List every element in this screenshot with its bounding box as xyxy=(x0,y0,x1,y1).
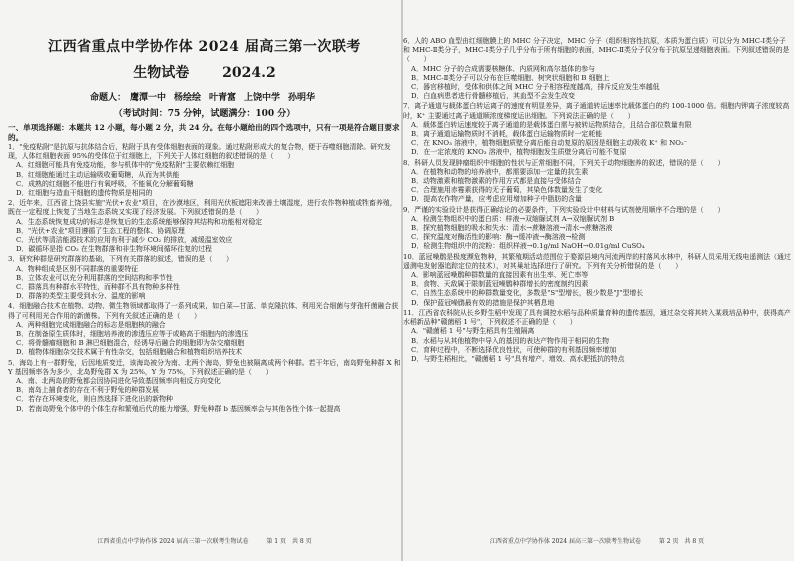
question xyxy=(403,159,791,205)
question-option: C．群落具有种群水平特性，而种群不具有物种多样性 xyxy=(16,283,180,292)
question-option: D．在一定浓度的 KNO₃ 溶液中，植物细胞发生质壁分离后可能不复原 xyxy=(411,148,627,157)
exam-title: 江西省重点中学协作体 2024 届高三第一次联考 xyxy=(48,39,361,55)
question-option: C．光伏等清洁能源技术的应用有利于减少 CO₂ 的排放，减缓温室效应 xyxy=(16,236,233,245)
question-option: A．两种细胞完成细胞融合的标志是细胞核的融合 xyxy=(16,320,166,329)
footer-title: 江西省重点中学协作体 2024 届高三第一次联考生物试卷 xyxy=(97,538,249,545)
question-option: D．群落的类型主要受到水分、温度的影响 xyxy=(16,292,146,301)
question-option: D．若南岛野兔个体中的个体生存和繁殖后代的能力增强，野兔种群 b 基因频率会与其他各性个体一起提高 xyxy=(16,404,341,413)
author: 孙明华 xyxy=(288,93,316,103)
question-option: A．MHC 分子的合成需要核糖体、内质网和高尔基体的参与 xyxy=(411,64,595,73)
exam-page-2 xyxy=(403,0,791,561)
exam-info: （考试时间：75 分钟，试题满分：100 分） xyxy=(113,109,296,119)
exam-subtitle xyxy=(8,62,401,82)
question-stem: 6．人的 ABO 血型由红细胞膜上的 MHC 分子决定，MHC 分子（组织相容性抗原，本质为蛋白质）可以分为 MHC-Ⅰ类分子和 MHC-Ⅱ类分子，MHC-Ⅰ类分子几乎分布于所有细胞的表面，MHC-Ⅱ类分子仅分布于抗原呈递细胞表面。下列叙述错误的是（ ） xyxy=(403,37,790,64)
question-option: A．载体蛋白转运速度较于离子通道的是载体蛋白需与被转运物质结合，且结合部位数量有限 xyxy=(411,120,692,129)
question-stem: 2．近年来，江西省上饶县实施"光伏+农业"项目，在沙漠地区，利用光伏板遮阳来改善土壤湿度，进行农作物种植或牲畜养殖，既在一定程度上恢复了当地生态系统又实现了经济发展。下列叙述错误的是（ ） xyxy=(8,199,397,217)
question-option: D．植物体细胞杂交技术属于有性杂交，包括细胞融合和植物组织培养技术 xyxy=(16,348,243,357)
question-option: A．"赣菌稻 1 号"与野生稻具有生殖隔离 xyxy=(411,327,535,336)
question-option: B．南岛上捕食者的存在不利于野兔的种群发展 xyxy=(16,386,159,395)
question-option: A．红细胞可能具有免疫功能，参与机体中的"免疫粘附"主要依赖红细胞 xyxy=(16,161,235,170)
author: 上饶中学 xyxy=(244,93,281,103)
question-option: B．离子通道运输物质时不消耗，载体蛋白运输物质时一定耗能 xyxy=(411,130,603,139)
question-option: C．合理施用赤霉素获得的无子葡萄，其染色体数量发生了变化 xyxy=(411,186,603,195)
question-option: B．红细胞能通过主动运输吸收葡萄糖，从而为其供能 xyxy=(16,170,180,179)
question xyxy=(403,309,791,364)
question-option: D．保护蓝冠噪鹛最有效的措施是保护其栖息地 xyxy=(411,298,555,307)
question-option: B．动物激素和植物激素的作用方式都是直接与受体结合 xyxy=(411,177,582,186)
question-option: A．南、北两岛的野兔都会因协同进化导致基因频率向相反方向变化 xyxy=(16,377,221,386)
question-stem: 9．严谨的实验设计是获得正确结论的必要条件，下列实验设计中材料与试剂使用顺序不合理的是（ ） xyxy=(403,205,725,214)
question xyxy=(8,255,401,301)
authors-label: 命题人： xyxy=(89,93,126,103)
question xyxy=(8,302,401,357)
page-number: 第 1 页 共 8 页 xyxy=(266,538,312,545)
question-stem: 4．细胞融合技术在植物、动物、微生物领域都取得了一系列成果，如白菜—甘蓝、单克隆抗体、利用光合细菌与芽孢杆菌融合获得了可利用光合作用的新菌株。下列有关叙述正确的是（ ） xyxy=(8,302,399,320)
question-option: D．提高农作物产量，应考虑应用增加种子中脂肪的含量 xyxy=(411,195,582,204)
question-stem: 5．海岛上有一群野兔，后因地质变迁，该海岛被分为南、北两个海岛，野兔也被隔离成两个种群。若干年后，南岛野兔种群 X 和 Y 基因频率各为多少，北岛野兔群 X 为 25%，Y 为 75%，下列叙述正确的是（ ） xyxy=(8,358,401,376)
question-option: B．"光伏+农业"项目遵循了生态工程的整体、协调原理 xyxy=(16,226,185,235)
question-option: A．物种组成是区别不同群落的重要特征 xyxy=(16,264,139,273)
page-number: 第 2 页 共 8 页 xyxy=(658,538,705,545)
question-option: A．检测生物组织中的蛋白质：样液→双缩脲试剂 A→双缩脲试剂 B xyxy=(411,214,615,223)
question-stem: 10．蓝冠噪鹛是极度濒危物种，其繁殖期活动范围位于婺源县境内河流两岸的村落风水林中，科研人员采用无线电遥测法（通过遥测电发射器追踪定位的技术），对其巢址选择进行了研究。下列有关分析错误的是（ ） xyxy=(403,252,791,270)
question xyxy=(8,359,401,414)
question-option: D．检测生物组织中的淀粉：组织样液→0.1g/ml NaOH→0.01g/ml CuSO₄ xyxy=(411,242,645,251)
author: 杨绘绘 xyxy=(173,93,201,103)
question-option: B．探究植物细胞的吸水和失水：清水→蔗糖溶液→清水→蔗糖溶液 xyxy=(411,224,613,233)
exam-page-1 xyxy=(8,0,401,561)
section-heading: 一、单项选择题：本题共 12 小题，每小题 2 分，共 24 分。在每小题给出的四个选项中，只有一项是符合题目要求的。 xyxy=(8,123,400,142)
question-option: C．育种过程中，不断选择优良性状，可使种群的有利基因频率增加 xyxy=(411,345,617,354)
question-option: B．立体农业可以充分利用群落的空间结构和季节性 xyxy=(16,273,173,282)
question-stem: 3．研究种群是研究群落的基础，下列有关群落的叙述，错误的是（ ） xyxy=(8,255,233,264)
question-stem: 7．离子通道与载体蛋白转运离子的速度有明显差异，离子通道转运速率比载体蛋白的约 100-1000 倍。细胞内钾离子浓度较高时，K⁺ 主要通过离子通道顺浓度梯度运出细胞。下列说法正确的是（ ） xyxy=(403,102,790,120)
question-option: A．影响蓝冠噪鹛种群数量的直接因素有出生率、死亡率等 xyxy=(411,271,589,280)
page-footer xyxy=(8,536,401,545)
question-option: C．将骨髓瘤细胞和 B 淋巴细胞混合，经诱导后融合的细胞即为杂交瘤细胞 xyxy=(16,339,245,348)
question-option: C．成熟的红细胞不能进行有氧呼吸，不能氧化分解葡萄糖 xyxy=(16,179,194,188)
question xyxy=(8,143,401,198)
question-option: C．探究温度对酶活性的影响：酶→缓冲液→酶溶液→检测 xyxy=(411,233,586,242)
question-option: B．MHC-Ⅱ类分子可以分布在巨噬细胞、树突状细胞和 B 细胞上 xyxy=(411,73,610,82)
subject-title: 生物试卷 xyxy=(133,65,190,81)
question xyxy=(8,199,401,254)
question-option: B．水稻与从其他植物中导入的基因的表达产物作用于相同的生物 xyxy=(411,336,609,345)
question-stem: 1．"免疫粘附"是抗原与抗体结合后，粘附于具有受体细胞表面的现象。通过粘附形成大的复合物，便于吞噬细胞清除。研究发现，人体红细胞表面 95%的受体位于红细胞上，下列关于人体红细胞的叙述错误的是（ ） xyxy=(8,143,391,161)
exam-date: 2024.2 xyxy=(222,65,276,81)
question xyxy=(403,206,791,252)
question-stem: 8．科研人员发现肿瘤组织中细胞的性状与正常细胞不同，下列关于动物细胞养的叙述，错误的是（ ） xyxy=(403,158,725,167)
author: 叶青富 xyxy=(209,93,237,103)
question xyxy=(403,253,791,308)
authors-line xyxy=(8,90,401,103)
question-option: D．碳循环是指 CO₂ 在生物群落和非生物环境间循环往复的过程 xyxy=(16,245,212,254)
footer-title: 江西省重点中学协作体 2024 届高三第一次联考生物试卷 xyxy=(489,538,641,545)
question-option: C．若存在环境变化，则自然选择下进化出的新物种 xyxy=(16,395,173,404)
author: 鹰潭一中 xyxy=(129,93,166,103)
question-option: B．食物、天敌属于限制蓝冠噪鹛种群增长的密度制约因素 xyxy=(411,280,589,289)
question-option: B．在制备原生质体时，细胞培养液的渗透压应等于或略高于细胞内的渗透压 xyxy=(16,330,249,339)
question-stem: 11．江西省农科院从长乡野生稻中发现了具有调控水稻与品种质量育种的遗传基因，通过杂交将其转入某栽培品种中，获得高产水稻新品种"赣菌稻 1 号"，下列叙述不正确的是（ ） xyxy=(403,308,791,327)
question-option: A．在植物和动物的培养液中，都需要添加一定量的抗生素 xyxy=(411,167,589,176)
question-option: D．与野生稻相比，"赣菌稻 1 号"具有增产、增效、高水肥抵抗的特点 xyxy=(411,354,625,363)
question-option: C．器官移植时，受体和供体之间 MHC 分子相容程度越高，排斥反应发生率越低 xyxy=(411,83,660,92)
question-option: C．在 KNO₃ 溶液中，植物细胞质壁分离后能自动复原的原因是细胞主动吸收 K⁺ 和 NO₃⁻ xyxy=(411,139,688,148)
question-option: C．自然生态系统中的种群数量变化，多数是"S"型增长，极少数是"J"型增长 xyxy=(411,289,644,298)
exam-header xyxy=(8,36,401,119)
question xyxy=(403,37,791,101)
question-option: D．白血病患者进行骨髓移植后，其血型不会发生改变 xyxy=(411,92,576,101)
question xyxy=(403,102,791,157)
page-footer xyxy=(403,536,791,545)
question-option: A．生态系统恢复成功的标志是恢复后的生态系统能够保持其结构和功能相对稳定 xyxy=(16,217,263,226)
question-option: D．红细胞与造血干细胞的遗传物质是相同的 xyxy=(16,189,153,198)
